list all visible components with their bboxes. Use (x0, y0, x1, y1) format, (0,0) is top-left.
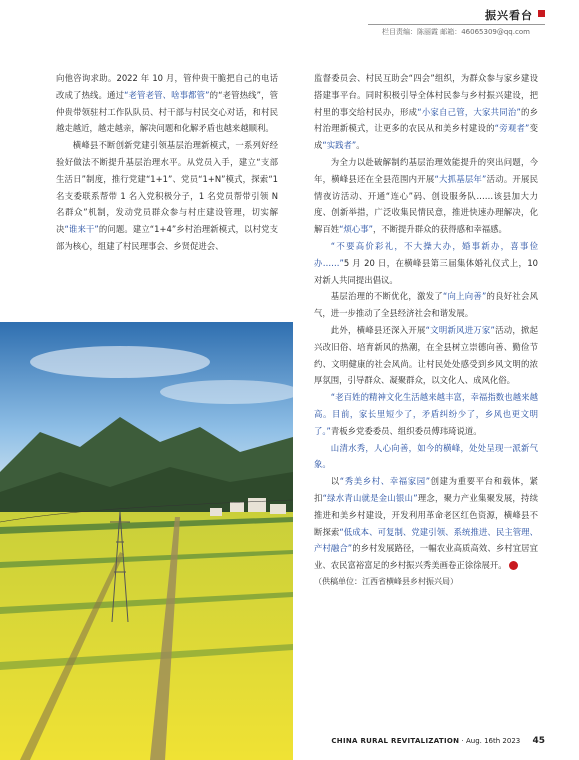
paragraph (314, 473, 538, 574)
paragraph (314, 288, 538, 322)
text-segment: 以 (330, 476, 340, 487)
text-segment: 的乡村治理新模式，让更多的农民从和美乡村建设的 (314, 106, 539, 134)
text-segment: 此外，横峰县还深入开展 (330, 324, 426, 335)
text-segment: 理念，聚力产业集聚发展，持续推进和美乡村建设，开发利用革命老区红色资源，横峰县不断探索 (314, 492, 539, 537)
text-segment: 的乡村发展路径，一幅农业高质高效、乡村宜居宜业、农民富裕富足的乡村振兴秀美画卷正徐徐展开。 (314, 543, 539, 571)
text-segment: 的良好社会风气，进一步推动了全县经济社会和谐发展。 (314, 291, 539, 319)
highlighted-quote: “老百姓的精神文化生活越来越丰富，幸福指数也越来越高。目前，家长里短少了，矛盾纠纷少了，乡风也更文明了。” (314, 392, 538, 436)
paragraph (314, 322, 538, 389)
text-segment: 活动，掀起兴改旧俗、培育新风的热潮，在全县树立崇德向善、勤俭节约、文明健康的社会风尚。让村民处处感受到乡风文明的浓厚氛围，引导群众、凝聚群众，以文化人、成风化俗。 (314, 324, 538, 386)
right-text-column (314, 70, 538, 591)
editor-line: 栏目责编：陈丽霞 邮箱：46065309@qq.com (382, 28, 530, 36)
text-segment: 基层治理的不断优化，激发了 (330, 291, 443, 302)
text-segment: ，不断提升群众的获得感和幸福感。 (372, 224, 507, 235)
highlighted-quote: “小家自己管，大家共同治” (417, 106, 521, 117)
page-footer (331, 736, 545, 746)
section-square-icon (538, 10, 545, 17)
highlighted-quote: “文明新风进万家” (425, 324, 495, 335)
highlighted-quote: “烦心事” (339, 224, 373, 235)
text-segment: 。 (356, 140, 365, 151)
section-title: 振兴看台 (485, 9, 533, 22)
highlighted-quote: 山清水秀，人心向善，如今的横峰，处处呈现一派新气象。 (314, 442, 538, 470)
highlighted-quote: “旁观者” (494, 123, 530, 134)
highlighted-quote: “不要高价彩礼，不大操大办，婚事新办，喜事俭办……” (314, 240, 538, 268)
paragraph (314, 389, 538, 439)
text-segment: 为全力以赴破解制约基层治理效能提升的突出问题，今年，横峰县还在全县范围内开展 (314, 156, 538, 184)
header-divider (368, 24, 545, 25)
paragraph (314, 238, 538, 288)
page-number: 45 (532, 736, 545, 746)
paragraph (56, 70, 278, 137)
highlighted-quote: “向上向善” (442, 291, 487, 302)
circled-brand-mark-icon: 乡 (509, 561, 518, 570)
article-credit: （供稿单位：江西省横峰县乡村振兴局） (314, 576, 458, 586)
paragraph (56, 137, 278, 255)
landscape-illustration (0, 322, 293, 760)
text-segment: 创建为重要平台和载体，紧扣 (314, 476, 539, 503)
highlighted-quote: “老管老管、啥事都管” (124, 89, 210, 100)
highlighted-quote: “大抓基层年” (434, 173, 487, 184)
text-segment: 的“老管热线”，管仲贵带领驻村工作队队员、村干部与村民交心对话，和村民越走越近，越走越亲，解决问题和化解矛盾也越来越顺利。 (56, 89, 278, 134)
highlighted-quote: “低成本、可复制、党建引领、系统推进、民主管理、产村融合” (314, 526, 539, 554)
text-segment: 向他咨询求助。2022 年 10 月，管仲贵干脆把自己的电话改成了热线。通过 (56, 73, 278, 100)
highlighted-quote: “实践者” (322, 140, 357, 151)
highlighted-quote: “秀美乡村、幸福家园” (339, 476, 431, 487)
issue-date: · Aug. 16th 2023 (461, 737, 521, 745)
text-segment: 5 月 20 日，在横峰县第三届集体婚礼仪式上，10 对新人共同提出倡议。 (314, 257, 538, 285)
text-segment: 的问题。建立“1+4”乡村治理新模式，以村党支部为核心，组建了村民理事会、乡贤促进会、 (56, 224, 279, 251)
paragraph (314, 440, 538, 474)
text-segment: 监督委员会、村民互助会“四会”组织，为群众参与家乡建设搭建事平台。同时积极引导全体村民参与乡村振兴建设，把村里的事交给村民办，形成 (314, 73, 538, 117)
text-segment: 横峰县不断创新党建引领基层治理新模式，一系列好经验好做法不断提升基层治理水平。从党员入手，建立“支部生活日”制度，推行党建“1+1”、党员“1+N”模式，探索“1 名支委联系帮带 1 名入党积极分子，1 名党员帮带引领 N 名群众”机制，发动党员群众参与村庄建设管理，切实解决 (56, 140, 278, 235)
highlighted-quote: “绿水青山就是金山银山” (322, 492, 418, 503)
paragraph (314, 70, 538, 154)
highlighted-quote: “谁来干” (64, 224, 99, 235)
rapeseed-field-photo (0, 322, 293, 760)
text-segment: 青板乡党委委员、组织委员傅玮琦说道。 (330, 425, 482, 436)
text-segment: 变成 (314, 123, 538, 151)
text-segment: 活动。开展民情夜访活动、开通“连心”码、创设服务队……该县加大力度、创新举措，广泛收集民情民意，推进快速办理解决，化解百姓 (314, 173, 539, 235)
cloud (30, 346, 210, 378)
paragraph (314, 154, 538, 238)
publication-name: CHINA RURAL REVITALIZATION (331, 737, 460, 745)
left-text-column (56, 70, 278, 255)
